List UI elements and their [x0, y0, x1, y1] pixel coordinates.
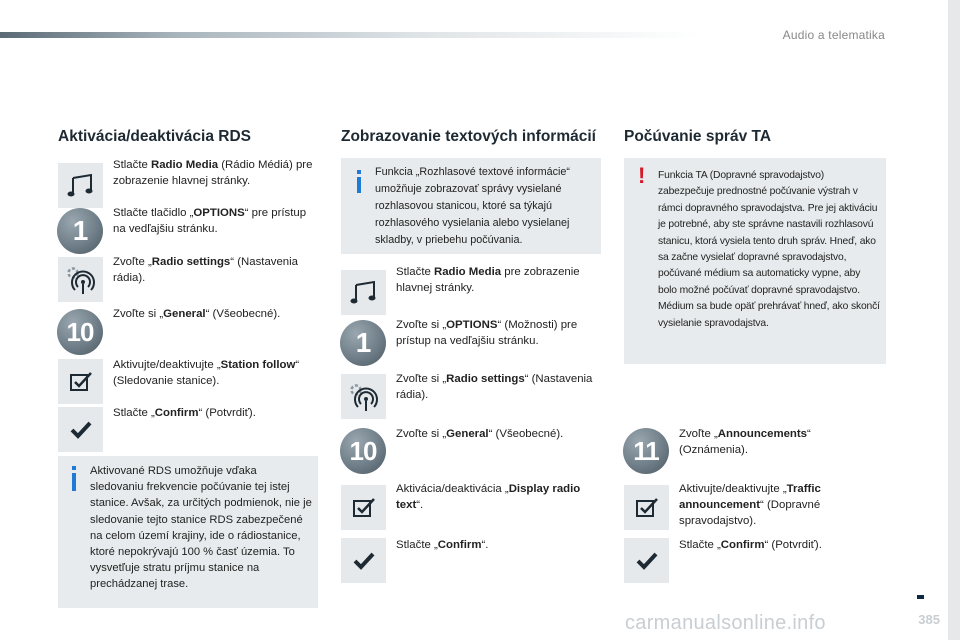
step-number-1: 1: [340, 320, 386, 366]
info-i-icon: [357, 170, 361, 196]
col1-step-2: Stlačte tlačidlo „OPTIONS“ pre prístup na vedľajšiu stránku.: [113, 207, 307, 235]
col1-step-4: Zvoľte si „General“ (Všeobecné).: [113, 308, 281, 320]
page-edge-strip: [948, 0, 960, 640]
ta-warning-text: Funkcia TA (Dopravné spravodajstvo) zabezpečuje prednostné počúvanie výstrah v rámci dopravného spravodajstva. Pre jej aktiváciu je potrebné, aby ste správne nastavili rozhlasovú stanicu, ktorá vysiela tento druh správ. Hneď, ako sa začne vysielať dopravné spravodajstvo, počúvané médium sa automaticky vypne, aby bolo možné počúvať dopravné spravodajstvo. Médium sa bude opäť prehrávať hneď, ako skončí vysielanie spravodajstva.: [658, 170, 880, 329]
step-number-10: 10: [57, 309, 103, 355]
col1-step-5: Aktivujte/deaktivujte „Station follow“ (Sledovanie stanice).: [113, 359, 300, 387]
col1-step-3: Zvoľte „Radio settings“ (Nastavenia rádia).: [113, 256, 299, 284]
col2-step-4: Zvoľte si „General“ (Všeobecné).: [396, 428, 564, 440]
text-info-text: Funkcia „Rozhlasové textové informácie“ umožňuje zobrazovať správy vysielané rozhlasovou stanicou, ktoré sa týkajú rozhlasového vysielania alebo vysielanej skladby, v priebehu počúvania.: [375, 166, 571, 246]
music-note-icon: [58, 163, 103, 208]
checkbox-toggle-icon: [624, 485, 669, 530]
rds-info-box: [58, 456, 318, 608]
info-i-icon: [72, 466, 76, 496]
page-number: 385: [918, 612, 940, 627]
watermark-url: carmanualsonline.info: [625, 612, 826, 634]
checkmark-icon: [624, 538, 669, 583]
warning-exclamation-icon: !: [638, 163, 646, 188]
checkbox-toggle-icon: [58, 359, 103, 404]
step-number-1: 1: [57, 208, 103, 254]
checkmark-icon: [341, 538, 386, 583]
col1-step-6: Stlačte „Confirm“ (Potvrdiť).: [113, 407, 256, 419]
col2-step-1: Stlačte Radio Media pre zobrazenie hlavnej stránky.: [396, 266, 580, 294]
text-info-box: [341, 158, 601, 254]
col3-step-1: Zvoľte „Announcements“ (Oznámenia).: [679, 428, 811, 456]
heading-text-info: Zobrazovanie textových informácií: [341, 128, 596, 145]
checkbox-toggle-icon: [341, 485, 386, 530]
header-rule: [0, 32, 700, 38]
col2-step-6: Stlačte „Confirm“.: [396, 539, 489, 551]
heading-ta: Počúvanie správ TA: [624, 128, 772, 145]
col1-step-1: Stlačte Radio Media (Rádio Médiá) pre zobrazenie hlavnej stránky.: [113, 159, 313, 187]
col3-step-2: Aktivujte/deaktivujte „Traffic announcement“ (Dopravné spravodajstvo).: [679, 483, 821, 527]
heading-rds: Aktivácia/deaktivácia RDS: [58, 128, 251, 145]
col2-step-5: Aktivácia/deaktivácia „Display radio text“.: [396, 483, 581, 511]
col2-step-2: Zvoľte si „OPTIONS“ (Možnosti) pre prístup na vedľajšiu stránku.: [396, 319, 578, 347]
col2-step-3: Zvoľte si „Radio settings“ (Nastavenia rádia).: [396, 373, 593, 401]
radio-settings-icon: [341, 374, 386, 419]
rds-info-text: Aktivované RDS umožňuje vďaka sledovaniu frekvencie počúvanie tej istej stanice. Avšak, za určitých podmienok, nie je sledovanie tejto stanice RDS zabezpečené na celom území krajiny, ide o rádiostanice, ktoré nepokrývajú 100 % časť územia. To vysvetľuje stratu príjmu stanice na prechádzanej trase.: [90, 465, 312, 591]
step-number-11: 11: [623, 428, 669, 474]
step-number-10: 10: [340, 428, 386, 474]
col3-step-3: Stlačte „Confirm“ (Potvrdiť).: [679, 539, 822, 551]
section-title: Audio a telematika: [782, 28, 885, 42]
page-marker: [917, 595, 924, 599]
checkmark-icon: [58, 407, 103, 452]
music-note-icon: [341, 270, 386, 315]
radio-settings-icon: [58, 257, 103, 302]
ta-warning-box: [624, 158, 886, 364]
